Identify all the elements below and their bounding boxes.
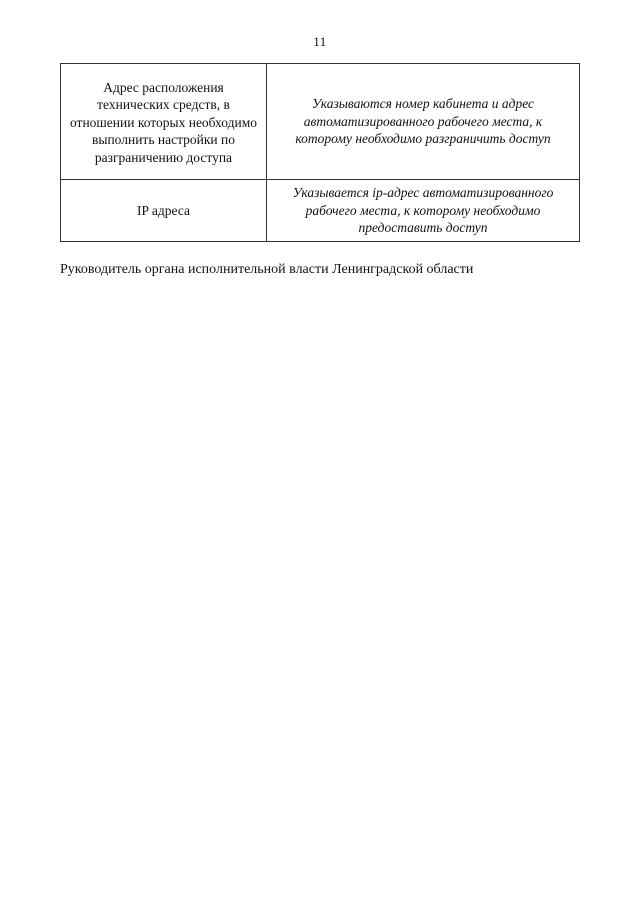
row-label-technical-address: Адрес расположения технических средств, в отношении которых необходимо выполнить настройки по разграничению доступа (61, 64, 267, 180)
requisites-table (60, 63, 580, 242)
signature-line: Руководитель органа исполнительной власти Ленинградской области (60, 262, 474, 277)
table-row (61, 64, 580, 180)
row-value-ip-address: Указывается ip-адрес автоматизированного рабочего места, к которому необходимо предоставить доступ (267, 180, 580, 242)
table-row (61, 180, 580, 242)
row-label-ip-address: IP адреса (61, 180, 267, 242)
row-value-technical-address: Указываются номер кабинета и адрес автоматизированного рабочего места, к которому необходимо разграничить доступ (267, 64, 580, 180)
page-number: 11 (313, 34, 327, 49)
